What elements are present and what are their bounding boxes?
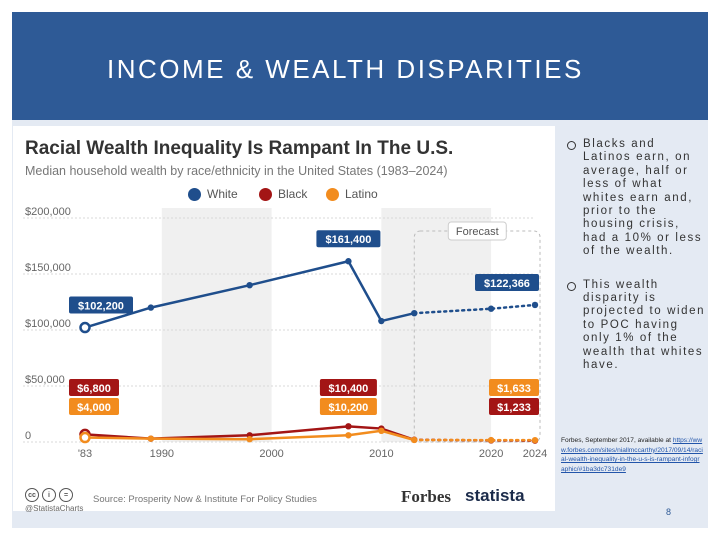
- bullet-marker: [567, 141, 576, 150]
- bullet-marker: [567, 282, 576, 291]
- chart-title: Racial Wealth Inequality Is Rampant In The U.S.: [25, 138, 454, 159]
- data-label: $10,400: [328, 383, 369, 395]
- data-label: $1,633: [497, 383, 531, 395]
- data-label: $1,233: [497, 402, 531, 414]
- y-tick-label: $100,000: [25, 318, 71, 330]
- bullet-text: Blacks and Latinos earn, on average, half or less of what whites earn and, prior to the housing crisis, had a 10% or less of the wealth.: [583, 138, 703, 258]
- x-tick-label: 2020: [478, 448, 504, 460]
- y-tick-label: 0: [25, 430, 32, 442]
- legend-label: White: [207, 187, 238, 201]
- statista-logo: statista: [465, 486, 525, 505]
- data-point: [345, 423, 351, 429]
- x-tick-label: 2024: [522, 448, 548, 460]
- data-point: [81, 433, 90, 442]
- legend-label: Latino: [345, 187, 378, 201]
- decade-band: [381, 208, 491, 442]
- statista-handle: @StatistaCharts: [25, 504, 84, 513]
- data-point: [81, 323, 90, 332]
- x-tick-label: 1990: [149, 448, 175, 460]
- x-tick-label: 2010: [369, 448, 394, 460]
- bullet-item: [566, 138, 706, 259]
- data-point: [532, 437, 538, 443]
- legend-label: Black: [278, 187, 308, 201]
- plot-area: [13, 126, 555, 511]
- slide-title: INCOME & WEALTH DISPARITIES: [107, 54, 584, 84]
- y-tick-label: $150,000: [25, 262, 71, 274]
- chart-card: [13, 126, 555, 511]
- forbes-logo: Forbes: [401, 487, 452, 506]
- bullet-list: [566, 138, 706, 393]
- y-tick-label: $200,000: [25, 206, 71, 218]
- citation-text: Forbes, September 2017, available at: [561, 437, 671, 444]
- citation-link[interactable]: https://www.forbes.com/sites/niallmccarthy/2017/09/14/racial-wealth-inequality-in-the-u-s-is-rampant-infographic/#1ba3dc731de9: [561, 437, 703, 474]
- data-point: [411, 310, 417, 316]
- chart-footer: [25, 486, 545, 513]
- data-point: [246, 436, 252, 442]
- license-icons: [25, 488, 73, 502]
- data-point: [532, 302, 538, 308]
- data-point: [246, 282, 252, 288]
- data-point: [345, 258, 351, 264]
- forecast-label: Forecast: [455, 226, 499, 238]
- data-point: [488, 306, 494, 312]
- data-label: $4,000: [77, 402, 111, 414]
- data-point: [411, 437, 417, 443]
- data-label: $10,200: [328, 402, 369, 414]
- data-point: [378, 318, 384, 324]
- bullet-item: [566, 279, 706, 373]
- attribution-icon: i: [42, 488, 56, 502]
- cc-icon: cc: [25, 488, 39, 502]
- data-label: $161,400: [325, 234, 372, 247]
- data-point: [148, 435, 154, 441]
- data-label: $102,200: [78, 300, 124, 313]
- decade-band: [162, 208, 272, 442]
- bullet-text: This wealth disparity is projected to widen to POC having only 1% of the wealth that whites have.: [583, 278, 706, 372]
- data-point: [148, 304, 154, 310]
- page-number: 8: [666, 507, 672, 517]
- data-point: [488, 437, 494, 443]
- data-point: [378, 428, 384, 434]
- data-label: $6,800: [77, 383, 111, 395]
- y-tick-label: $50,000: [25, 374, 65, 386]
- x-tick-label: '83: [77, 448, 93, 460]
- data-label: $122,366: [484, 277, 530, 290]
- chart-source: Source: Prosperity Now & Institute For Policy Studies: [93, 494, 317, 505]
- data-point: [345, 432, 351, 438]
- x-tick-label: 2000: [259, 448, 284, 460]
- no-derivatives-icon: =: [59, 488, 73, 502]
- chart-subtitle: Median household wealth by race/ethnicity in the United States (1983–2024): [25, 164, 448, 178]
- citation: [561, 436, 703, 475]
